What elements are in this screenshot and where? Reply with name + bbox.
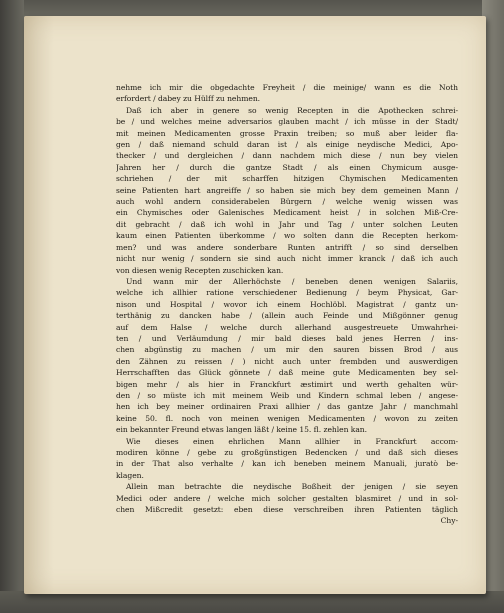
- text-line: be / und welches meine adversarios glauben macht / ich müsse in der Stadt/: [116, 117, 458, 127]
- text-line: schriehen / der mit scharffen hitzigen Chymischen Medicamenten: [116, 174, 458, 184]
- text-line: chen Mißcredit gesetzt: eben diese verschreiben ihren Patienten täglich: [116, 505, 458, 515]
- text-line: auch wohl andern considerabelen Bürgern / welche wenig wissen was: [116, 197, 458, 207]
- text-line: ein Chymisches oder Galenisches Medicament heist / in solchen Miß-Cre-: [116, 208, 458, 218]
- text-line: mit meinen Medicamenten grosse Praxin treiben; so muß aber leider fla-: [116, 128, 458, 138]
- text-line: chen abgünstig zu machen / um mir den sauren bissen Brod / aus: [116, 345, 458, 355]
- text-line: Wie dieses einen ehrlichen Mann allhier in Franckfurt accom-: [126, 436, 458, 446]
- text-line: ten / und Verläumdung / mir bald dieses bald jenes Herren / ins-: [116, 333, 458, 343]
- scan-background-left: [0, 0, 24, 613]
- text-line: von diesen wenig Recepten zuschicken kan.: [116, 265, 284, 275]
- text-line: keine 50. fl. noch von meinen wenigen Medicamenten / wovon zu zeiten: [116, 413, 458, 423]
- text-line: Medici oder andere / welche mich solcher gestalten blasmiret / und in sol-: [116, 493, 458, 503]
- text-line: klagen.: [116, 470, 144, 480]
- text-line: welche ich allhier ratione verschiedener Bedienung / beym Physicat, Gar-: [116, 288, 458, 298]
- text-line: den Zähnen zu reissen / ) nicht auch unter frembden und auswerdigen: [116, 356, 458, 366]
- text-line: kaum einen Patienten überkomme / wo solten dann die Recepten herkom-: [116, 231, 458, 241]
- text-line: auf dem Halse / welche durch allerhand ausgestreuete Umwahrhei-: [116, 322, 458, 332]
- text-line: hen ich bey meiner ordinairen Praxi allhier / das gantze Jahr / manchmahl: [116, 402, 458, 412]
- text-line: ein bekannter Freund etwas langen läßt / keine 15. fl. zehlen kan.: [116, 425, 368, 435]
- text-line: in der That also verhalte / kan ich beneben meinem Manuali, juratò be-: [116, 459, 458, 469]
- text-line: nison und Hospital / wovor ich einem Hochlöbl. Magistrat / gantz un-: [116, 299, 458, 309]
- text-line: Und wann mir der Allerhöchste / beneben denen wenigen Salariis,: [126, 276, 458, 286]
- text-line: Herrschafften das Glück gönnete / daß meine gute Medicamenten bey sel-: [116, 368, 458, 378]
- text-line: nicht nur wenig / sondern sie sind auch nicht immer kranck / daß ich auch: [116, 254, 458, 264]
- page-gutter-shadow: [24, 16, 54, 594]
- text-line: modiren könne / gebe zu großgünstigen Bedencken / und daß sich dieses: [116, 448, 458, 457]
- text-line: seine Patienten hart angreiffe / so haben sie mich bey dem gemeinen Mann /: [116, 185, 458, 195]
- text-line: Jahren her / durch die gantze Stadt / als einen Chymicum ausge-: [116, 162, 458, 172]
- text-line: Allein man betrachte die neydische Boßheit der jenigen / sie seyen: [126, 482, 458, 492]
- text-line: terthänig zu dancken habe / (allein auch Feinde und Mißgönner genug: [116, 311, 458, 321]
- text-line: dit gebracht / daß ich wohl in Jahr und Tag / unter solchen Leuten: [116, 219, 458, 229]
- scan-background-bottom: [0, 591, 504, 613]
- text-line: nehme ich mir die obgedachte Freyheit / die meinige/ wann es die Noth: [116, 83, 458, 92]
- text-line: Daß ich aber in genere so wenig Recepten in die Apothecken schrei-: [126, 105, 458, 115]
- text-line: thecker / und dergleichen / dann nachdem mich diese / nun bey vielen: [116, 151, 458, 161]
- document-page: [24, 16, 486, 594]
- text-line: bigen mehr / als hier in Franckfurt æstimirt und werth gehalten wür-: [116, 379, 458, 389]
- body-text: [116, 82, 458, 527]
- text-line: den / so müste ich mit meinem Weib und Kindern schmal leben / angese-: [116, 390, 458, 400]
- text-line: erfordert / dabey zu Hülff zu nehmen.: [116, 94, 261, 104]
- text-line: gen / daß niemand schuld daran ist / als einige neydische Medici, Apo-: [116, 140, 458, 150]
- catchword: Chy-: [440, 516, 458, 526]
- text-line: men? und was andere sonderbare Runten antrifft / so sind derselben: [116, 242, 458, 252]
